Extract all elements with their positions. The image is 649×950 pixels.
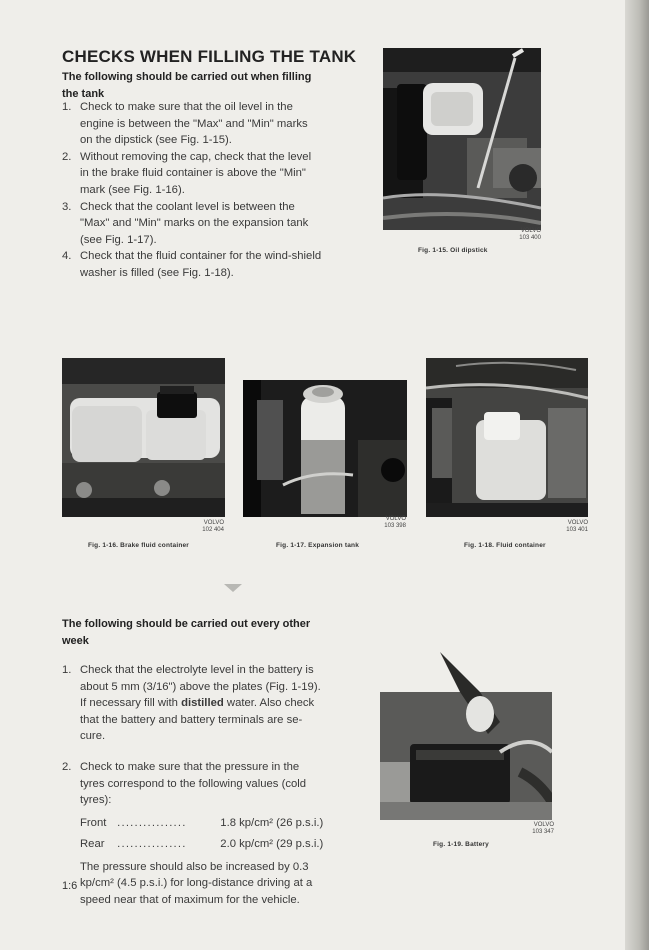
section2-list (62, 662, 324, 909)
fig15-label (495, 228, 541, 241)
item-text: Check that the coolant level is between the "Max" and "Min" marks on the expansion tank (see Fig. 1-17). (80, 200, 309, 246)
item-text: Without removing the cap, check that the level in the brake fluid container is above the "Min" mark (see Fig. 1-16). (80, 150, 312, 196)
washer-fluid-container-photo (426, 358, 588, 517)
section2-subhead: The following should be carried out every other week (62, 618, 311, 647)
list-item (62, 248, 322, 281)
volvo-logo-text: VOLVO (385, 516, 406, 522)
tyre-value: 1.8 kp/cm² (26 p.s.i.) (220, 816, 324, 829)
leader-dots: ................ (117, 837, 187, 850)
section1-list (62, 99, 322, 282)
item-number: 4. (62, 250, 72, 263)
tyre-label: Rear (80, 837, 105, 850)
page-number: 1:6 (62, 880, 78, 892)
emphasis-text: distilled (181, 697, 224, 710)
fig18-caption: Fig. 1-18. Fluid container (464, 542, 546, 549)
item-text: water. Also check that the battery and battery terminals are se-cure. (80, 697, 315, 743)
item-text: Check to make sure that the oil level in the engine is between the "Max" and "Min" marks on the dipstick (see Fig. 1-15). (80, 101, 308, 147)
figure-code: 102 404 (202, 526, 224, 533)
fig15-caption: Fig. 1-15. Oil dipstick (418, 247, 488, 254)
printer-mark-icon (224, 584, 242, 592)
list-item (62, 149, 322, 199)
battery-photo (380, 652, 552, 820)
tyre-value: 2.0 kp/cm² (29 p.s.i.) (220, 837, 324, 850)
fig17-caption: Fig. 1-17. Expansion tank (276, 542, 360, 549)
fig18-label (548, 520, 588, 533)
expansion-tank-photo (243, 380, 407, 517)
page-edge (625, 0, 649, 950)
figure-code: 103 347 (532, 828, 554, 835)
list-item (62, 99, 322, 149)
volvo-logo-text: VOLVO (533, 822, 554, 828)
item-number: 2. (62, 760, 72, 773)
leader-dots: ................ (117, 816, 187, 829)
item-number: 1. (62, 664, 72, 676)
section1-subhead: The following should be carried out when filling the tank (62, 71, 312, 100)
volvo-logo-text: VOLVO (520, 228, 541, 234)
figure-code: 103 400 (519, 234, 541, 241)
item-number: 1. (62, 101, 72, 113)
tyre-pressure-rear (80, 836, 324, 853)
pressure-note: The pressure should also be increased by 0.3 kp/cm² (4.5 p.s.i.) for long-distance driving at a speed near that of maximum for the vehicle. (80, 860, 313, 906)
fig16-caption: Fig. 1-16. Brake fluid container (88, 542, 190, 549)
oil-dipstick-photo (383, 48, 541, 230)
fig19-label (522, 822, 554, 835)
item-number: 2. (62, 150, 72, 163)
tyre-label: Front (80, 816, 107, 829)
item-text: Check that the electrolyte level in the battery is about 5 mm (3/16") above the plates (Fig. 1-19). If necessary fill with (80, 664, 321, 710)
page-title: CHECKS WHEN FILLING THE TANK (62, 47, 357, 66)
list-item (62, 759, 324, 909)
list-item (62, 199, 322, 249)
tyre-pressure-front (80, 815, 324, 832)
fig16-label (180, 520, 224, 533)
item-text: Check that the fluid container for the wind-shield washer is filled (see Fig. 1-18). (80, 250, 322, 279)
figure-code: 103 398 (384, 522, 406, 529)
volvo-logo-text: VOLVO (567, 520, 588, 526)
figure-code: 103 401 (566, 526, 588, 533)
list-item (62, 662, 324, 745)
fig17-label (372, 516, 406, 529)
item-text: Check to make sure that the pressure in the tyres correspond to the following values (cold tyres): (80, 760, 307, 807)
volvo-logo-text: VOLVO (203, 520, 224, 526)
fig19-caption: Fig. 1-19. Battery (433, 841, 489, 848)
item-number: 3. (62, 200, 72, 213)
brake-fluid-container-photo (62, 358, 225, 517)
